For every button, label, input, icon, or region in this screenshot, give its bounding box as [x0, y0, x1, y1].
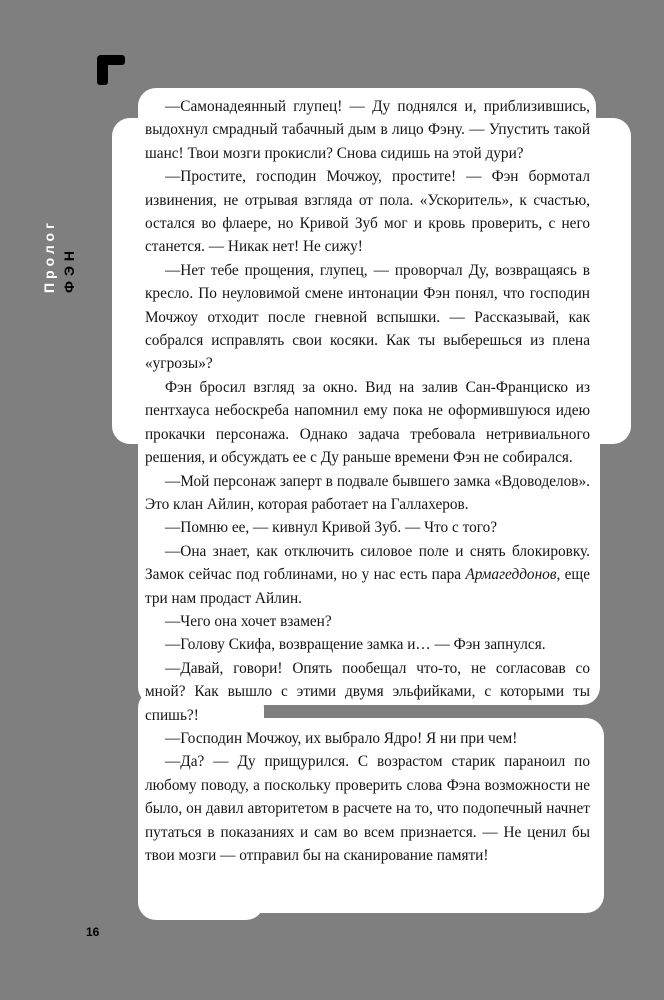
paragraph: —Да? — Ду прищурился. С возрастом старик параноил по любому поводу, а поскольку проверить слова Фэна возможности не было, он давил авторитетом в расчете на то, что подопечный начнет путаться в показаниях и сам во всем признается. — Не ценил бы твои мозги — отправил бы на сканирование памяти!	[145, 753, 590, 864]
paragraph-part: , еще три нам продаст Айлин.	[145, 566, 590, 607]
paragraph: —Мой персонаж заперт в подвале бывшего замка «Вдоводелов». Это клан Айлин, которая работает на Галлахеров.	[145, 472, 590, 513]
section-label: Пролог	[41, 219, 57, 293]
paragraph: —Самонадеянный глупец! — Ду поднялся и, приблизившись, выдохнул смрадный табачный дым в лицо Фэну. — Упустить такой шанс! Твои мозги прокисли? Снова сидишь на этой дури?	[145, 98, 590, 162]
italic-term: Армагеддонов	[465, 566, 557, 584]
body-text	[145, 95, 590, 867]
paragraph: —Чего она хочет взамен?	[165, 612, 332, 630]
paragraph: —Господин Мочжоу, их выбрало Ядро! Я ни при чем!	[165, 729, 518, 747]
paragraph	[145, 540, 590, 610]
chapter-sidebar	[40, 190, 90, 320]
page-number: 16	[86, 925, 100, 939]
chapter-label: ФЭН	[61, 245, 77, 293]
paragraph: —Нет тебе прощения, глупец, — проворчал Ду, возвращаясь в кресло. По неуловимой смене интонации Фэн понял, что господин Мочжоу отходит после гневной вспышки. — Рассказывай, как собрался исправлять свои косяки. Как ты выберешься из плена «угрозы»?	[145, 261, 590, 373]
paragraph-part: —Она знает, как отключить силовое поле и снять блокировку. Замок сейчас под гоблинами, но у нас есть пара	[145, 542, 590, 584]
corner-mark	[97, 55, 125, 85]
paragraph: —Простите, господин Мочжоу, простите! — Фэн бормотал извинения, не отрывая взгляда от пола. «Ускоритель», к счастью, остался во флаере, но Кривой Зуб мог и кровь проверить, с него станется. — Никак нет! Не сижу!	[145, 168, 590, 256]
paragraph: —Голову Скифа, возвращение замка и… — Фэн запнулся.	[165, 636, 546, 654]
paragraph: —Помню ее, — кивнул Кривой Зуб. — Что с того?	[165, 519, 498, 537]
paragraph: Фэн бросил взгляд за окно. Вид на залив Сан-Франциско из пентхауса небоскреба напомнил ему пока не оформившуюся идею прокачки персонажа. Однако задача требовала нетривиального решения, и обсуждать ее с Ду раньше времени Фэн не собирался.	[145, 378, 590, 467]
paragraph: —Давай, говори! Опять пообещал что-то, не согласовав со мной? Как вышло с этими двумя эльфийками, с которыми ты спишь?!	[145, 659, 590, 724]
